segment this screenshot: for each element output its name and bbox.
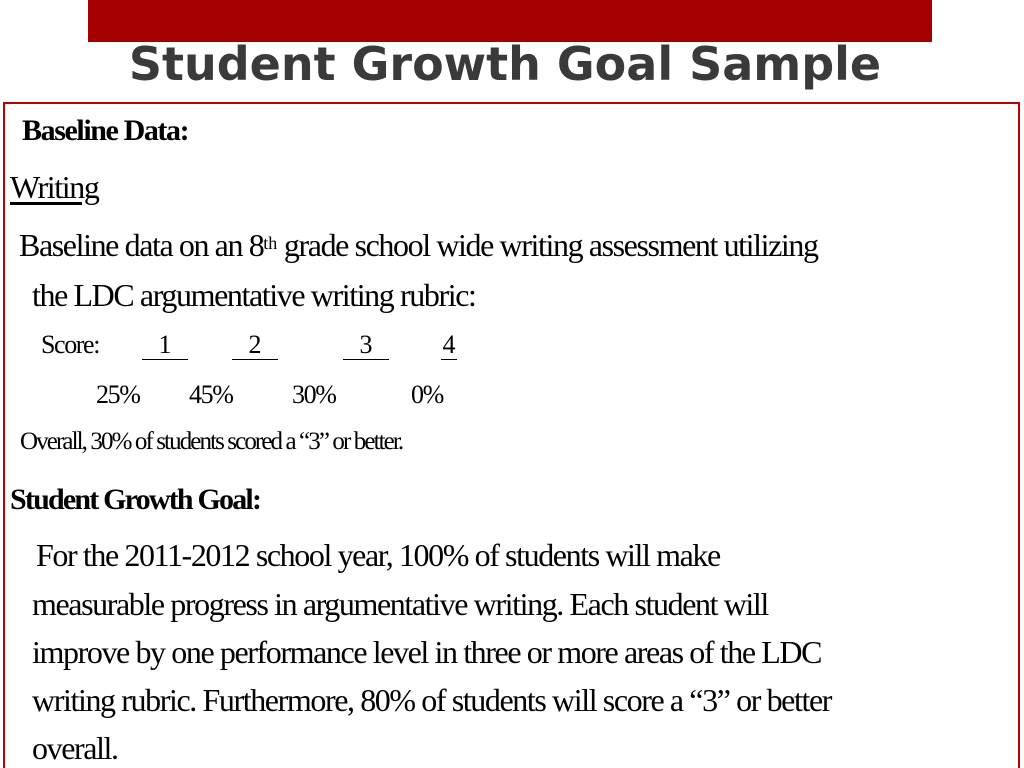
percent-1: 25%	[96, 380, 140, 409]
percent-2: 45%	[189, 380, 233, 409]
ordinal-suffix: th	[263, 233, 278, 253]
writing-subheading: Writing	[10, 169, 99, 205]
percent-4: 0%	[411, 380, 443, 409]
score-value: 4	[442, 330, 456, 359]
goal-line-2: measurable progress in argumentative writing. Each student will	[32, 586, 768, 622]
percent-3: 30%	[292, 380, 336, 409]
slide-title: Student Growth Goal Sample	[128, 37, 882, 91]
score-1	[142, 328, 188, 362]
overall-summary: Overall, 30% of students scored a “3” or better.	[20, 428, 403, 455]
score-2	[232, 328, 278, 362]
baseline-description-line2: the LDC argumentative writing rubric:	[32, 277, 476, 313]
score-value: 2	[232, 331, 278, 360]
goal-heading: Student Growth Goal:	[10, 483, 261, 516]
baseline-heading: Baseline Data:	[22, 114, 189, 147]
score-label: Score:	[41, 330, 100, 359]
baseline-description-line1	[19, 225, 818, 265]
score-4	[441, 328, 457, 362]
score-value: 3	[343, 331, 389, 360]
goal-line-3: improve by one performance level in three or more areas of the LDC	[32, 634, 822, 670]
goal-line-1: For the 2011-2012 school year, 100% of students will make	[36, 537, 720, 573]
goal-line-5: overall.	[32, 730, 118, 766]
score-3	[343, 328, 389, 362]
description-text-pre: Baseline data on an 8	[19, 227, 264, 263]
score-value: 1	[142, 331, 188, 360]
description-text-post: grade school wide writing assessment utilizing	[277, 227, 818, 263]
goal-line-4: writing rubric. Furthermore, 80% of students will score a “3” or better	[32, 682, 832, 718]
